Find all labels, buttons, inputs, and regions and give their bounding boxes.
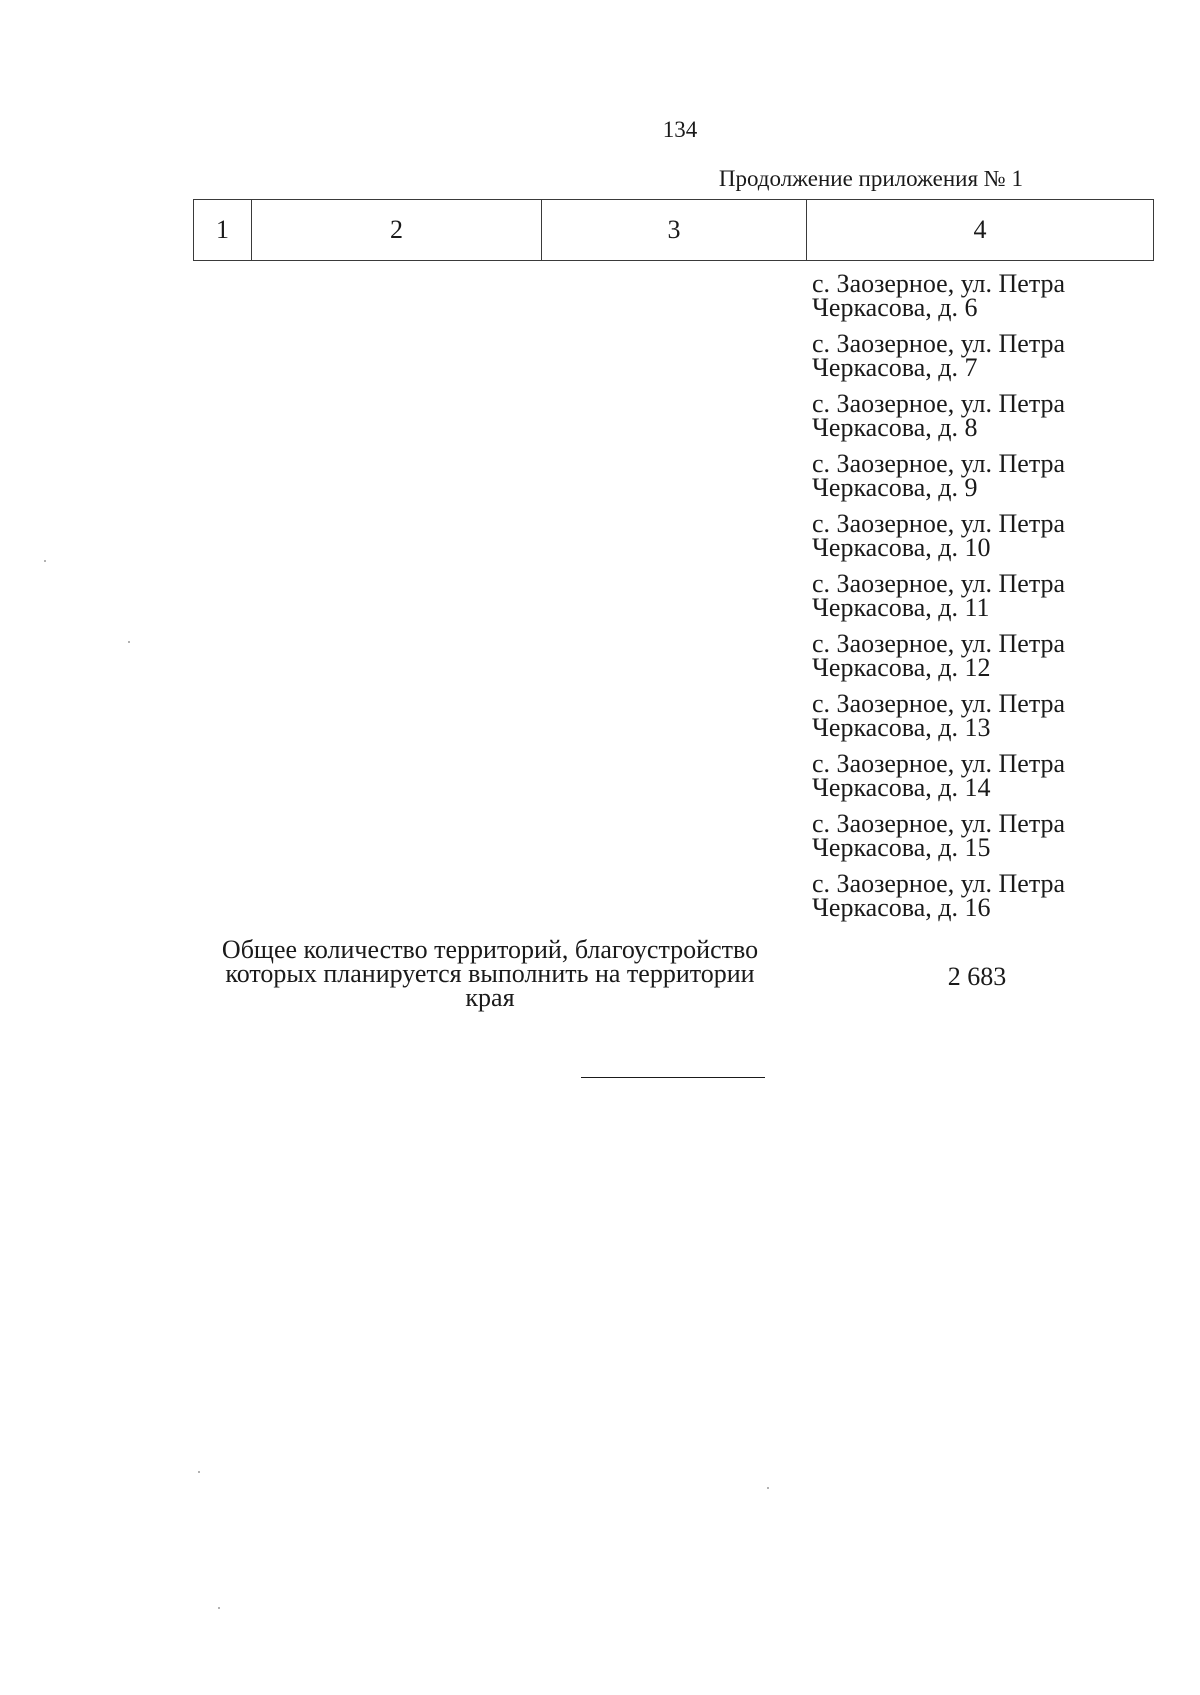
- address-line-2: Черкасова, д. 8: [812, 413, 978, 442]
- address-line-1: с. Заозерное, ул. Петра: [812, 269, 1066, 298]
- scan-speck: [218, 1607, 220, 1609]
- address-line-1: с. Заозерное, ул. Петра: [812, 749, 1066, 778]
- address-list: [812, 269, 1132, 932]
- header-cell-3: 3: [542, 200, 807, 261]
- address-line-2: Черкасова, д. 11: [812, 593, 990, 622]
- total-territories-value: 2 683: [947, 962, 1007, 991]
- end-of-document-rule: [581, 1077, 765, 1078]
- address-line-2: Черкасова, д. 10: [812, 533, 991, 562]
- scan-speck: [128, 641, 130, 643]
- list-item: [812, 449, 1132, 512]
- address-line-2: Черкасова, д. 6: [812, 293, 978, 322]
- list-item: [812, 749, 1132, 812]
- list-item: [812, 569, 1132, 632]
- total-label-line-2: которых планируется выполнить на территории: [225, 959, 755, 988]
- address-line-2: Черкасова, д. 14: [812, 773, 991, 802]
- continuation-label: Продолжение приложения № 1: [718, 166, 1023, 191]
- header-cell-2: 2: [252, 200, 542, 261]
- list-item: [812, 689, 1132, 752]
- address-line-1: с. Заозерное, ул. Петра: [812, 329, 1066, 358]
- address-line-1: с. Заозерное, ул. Петра: [812, 389, 1066, 418]
- address-line-1: с. Заозерное, ул. Петра: [812, 809, 1066, 838]
- address-line-2: Черкасова, д. 7: [812, 353, 978, 382]
- address-line-1: с. Заозерное, ул. Петра: [812, 569, 1066, 598]
- address-line-2: Черкасова, д. 15: [812, 833, 991, 862]
- list-item: [812, 629, 1132, 692]
- address-line-1: с. Заозерное, ул. Петра: [812, 449, 1066, 478]
- total-label-line-1: Общее количество территорий, благоустройство: [221, 935, 759, 964]
- column-number-header-table: [193, 199, 1154, 261]
- scan-speck: [198, 1471, 200, 1473]
- address-line-2: Черкасова, д. 12: [812, 653, 991, 682]
- address-line-1: с. Заозерное, ул. Петра: [812, 509, 1066, 538]
- list-item: [812, 329, 1132, 392]
- address-line-2: Черкасова, д. 13: [812, 713, 991, 742]
- list-item: [812, 809, 1132, 872]
- list-item: [812, 869, 1132, 932]
- scan-speck: [767, 1487, 769, 1489]
- header-cell-4: 4: [807, 200, 1154, 261]
- header-cell-1: 1: [194, 200, 252, 261]
- list-item: [812, 269, 1132, 332]
- scan-speck: [44, 560, 46, 562]
- header-row: [194, 200, 1154, 261]
- total-territories-label: [190, 935, 790, 1012]
- page-number: 134: [662, 117, 698, 142]
- address-line-1: с. Заозерное, ул. Петра: [812, 629, 1066, 658]
- address-line-2: Черкасова, д. 16: [812, 893, 991, 922]
- address-line-1: с. Заозерное, ул. Петра: [812, 869, 1066, 898]
- list-item: [812, 509, 1132, 572]
- address-line-1: с. Заозерное, ул. Петра: [812, 689, 1066, 718]
- list-item: [812, 389, 1132, 452]
- address-line-2: Черкасова, д. 9: [812, 473, 978, 502]
- total-label-line-3: края: [465, 983, 515, 1012]
